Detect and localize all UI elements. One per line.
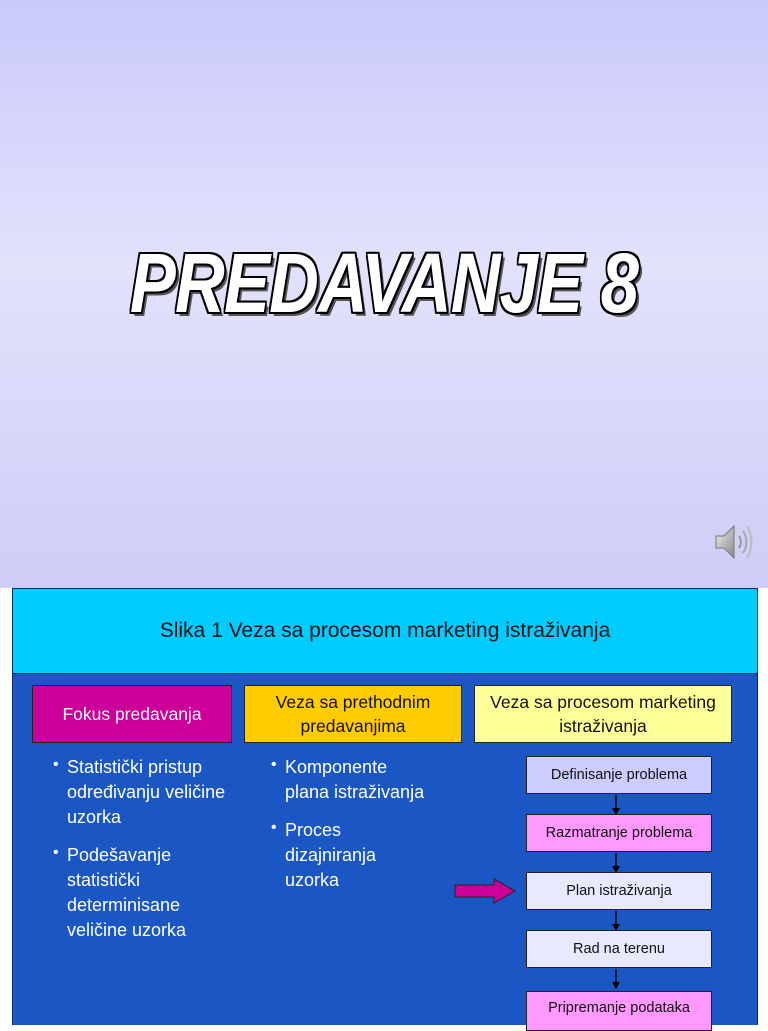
down-arrow-icon bbox=[611, 969, 621, 989]
focus-box: Fokus predavanja bbox=[32, 685, 232, 743]
list-item: • Podešavanje statistički determinisane veličine uzorka bbox=[51, 843, 241, 943]
diagram-slide bbox=[12, 588, 758, 1025]
process-link-box: Veza sa procesom marketing istraživanja bbox=[474, 685, 732, 743]
list-item: • Statistički pristup određivanju veličine uzorka bbox=[51, 755, 241, 830]
highlight-arrow-icon bbox=[454, 878, 516, 904]
focus-bullet-list bbox=[51, 755, 241, 956]
process-step-data-preparation: Pripremanje podataka bbox=[526, 991, 712, 1031]
list-item: • Proces dizajniranja uzorka bbox=[269, 818, 429, 893]
lecture-title: PREDAVANJE 8 bbox=[129, 236, 639, 330]
speaker-icon[interactable] bbox=[712, 520, 756, 564]
process-step-definition: Definisanje problema bbox=[526, 756, 712, 794]
list-item: • Komponente plana istraživanja bbox=[269, 755, 429, 805]
down-arrow-icon bbox=[611, 795, 621, 815]
process-step-research-design: Plan istraživanja bbox=[526, 872, 712, 910]
down-arrow-icon bbox=[611, 853, 621, 873]
previous-bullet-list bbox=[269, 755, 429, 906]
previous-lectures-box: Veza sa prethodnim predavanjima bbox=[244, 685, 462, 743]
process-step-approach: Razmatranje problema bbox=[526, 814, 712, 852]
slide-header bbox=[13, 589, 757, 674]
process-step-fieldwork: Rad na terenu bbox=[526, 930, 712, 968]
slide-title: Slika 1 Veza sa procesom marketing istraživanja bbox=[159, 619, 611, 642]
down-arrow-icon bbox=[611, 911, 621, 931]
